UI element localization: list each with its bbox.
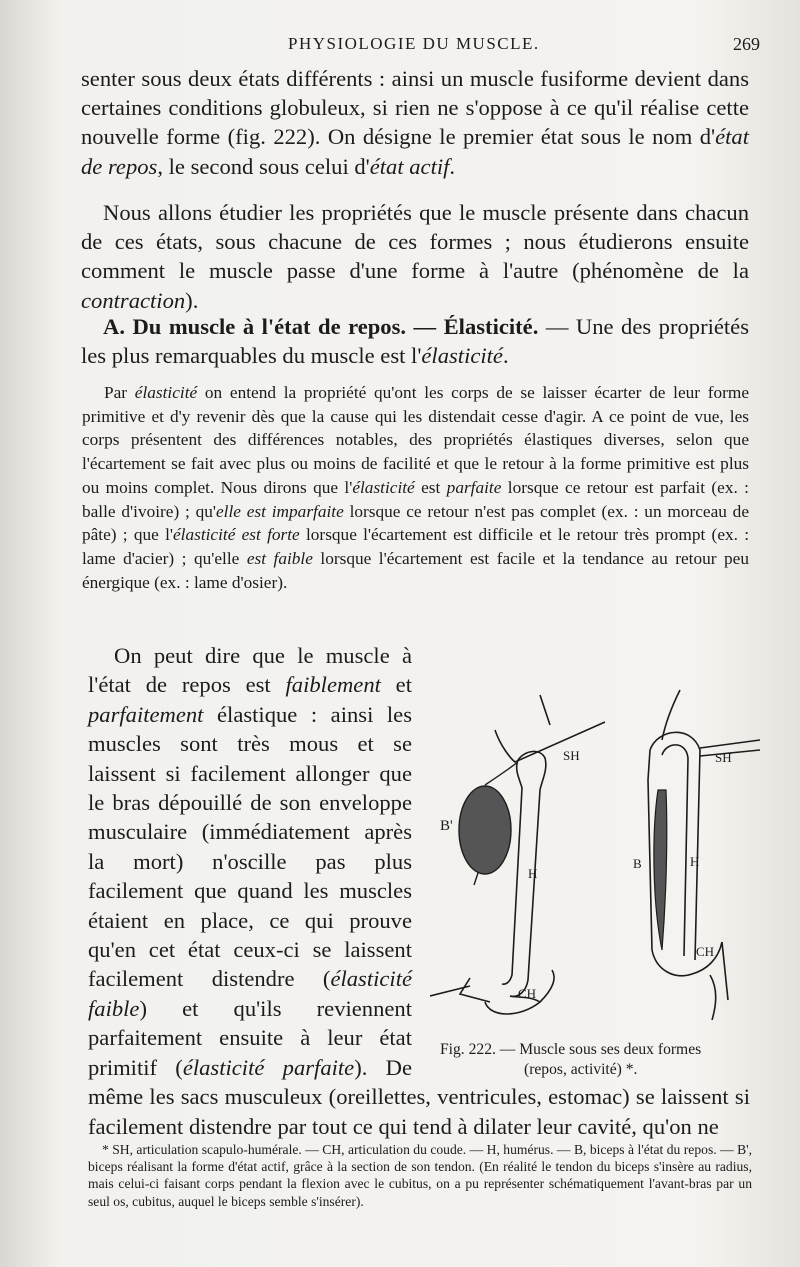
emphasis: élasticité [421,343,503,369]
scapula-line [540,695,550,725]
ulna-left [540,970,554,1002]
running-title: PHYSIOLOGIE DU MUSCLE. [288,34,540,53]
emphasis: élasticité est forte [172,525,300,545]
label-ch-left: CH [518,986,537,1001]
text-run: Par [104,383,135,402]
page-number: 269 [733,34,760,54]
biceps-relaxed-shape [654,790,667,950]
caption-line-1: Fig. 222. — Muscle sous ses deux formes [440,1041,702,1058]
text-run: senter sous deux états différents : ainsi un muscle fusiforme devient dans certaines conditions globuleux, si rien ne s'oppose à ce qu'il réalise cette nouvelle forme (fig. 222). On désigne le premier état sous le nom d' [81,66,749,150]
humerus-right-back [648,750,652,950]
text-run: et [380,672,412,698]
emphasis: contraction [81,287,186,313]
label-b-right: B [633,856,642,871]
text-run: ). De même les sacs musculeux (oreillettes, ventricules, estomac) se laissent si facilement distendre par tout ce qui tend à dilater leur cavité, qu'on ne [88,1054,750,1139]
text-run: On peut dire que le muscle à l'état de repos est [88,643,412,698]
emphasis: parfaite [446,477,502,497]
figure-222-muscle-diagram [430,680,760,1020]
emphasis: parfaitement [88,701,204,727]
emphasis: élasticité parfaite [182,1054,355,1080]
label-b-prime: B' [440,818,453,834]
text-run: ). [185,287,199,313]
text-run: élastique : ainsi les muscles sont très mous et se laissent si facilement allonger que le bras dépouillé de son enveloppe musculaire (immédiatement après la mort) n'oscille pas plus facilement que quand les muscles étaient en place, ce qui prouve qu'en cet état ceux-ci se laissent facilement distendre ( [88,701,412,992]
paragraph-study-plan [81,198,749,315]
label-sh-right: SH [715,750,732,765]
text-run: , le second sous celui d' [157,153,370,179]
text-run: . [502,343,509,369]
text-run: est [414,477,447,497]
humerus-left-inner [502,760,522,984]
label-h-right: H [690,854,700,869]
text-run: Nous allons étudier les propriétés que le muscle présente dans chacun de ces états, sous chacune de ces formes ; nous étudierons ensuite comment le muscle passe d'une forme à l'autre (phénomène de la [81,200,749,284]
ulna-right [710,975,716,1020]
emphasis: elle est imparfaite [216,501,344,521]
forearm-stub [460,978,490,1002]
text-run: . [449,153,456,179]
emphasis: est faible [246,548,313,568]
text-run: ) et qu'ils reviennent parfaitement ensuite à leur état primitif ( [88,995,412,1080]
label-sh-left: SH [563,748,580,763]
caption-line-2: (repos, activité) *. [524,1061,638,1078]
emphasis: élasticité faible [88,966,412,1021]
emphasis: élasticité [352,477,415,497]
text-run: — Une des propriétés les plus remarquables du muscle est l' [81,314,749,369]
biceps-tendon-cut [474,873,478,885]
scapula-outline [495,722,605,762]
section-heading: A. Du muscle à l'état de repos. — Élasticité. [103,314,539,339]
paragraph-states [81,64,749,181]
emphasis: faiblement [285,672,381,698]
emphasis: état de repos [81,124,749,179]
text-run: lorsque l'écartement est facile et la tendance au retour peu énergique (ex. : lame d'osier). [82,548,749,592]
section-heading-paragraph [81,312,749,370]
figure-caption [440,1040,760,1080]
text-run: lorsque l'écartement est difficile et le retour très prompt (ex. : lame d'acier) ; qu'elle [82,525,750,568]
biceps-tendon-left [485,762,518,785]
right-acromion-line [700,740,760,748]
text-run: on entend la propriété qu'ont les corps de se laisser écarter de leur forme primitive et d'y revenir dès que la cause qui les distendait cesse d'agir. A ce point de vue, les corps présentent des différences notables, des propriétés élastiques diverses, selon que l'écartement se fait avec plus ou moins de facilité et que le retour à la forme primitive est plus ou moins complet. Nous dirons que l' [82,383,749,497]
paragraph-elasticity-definition [82,381,749,594]
page-header [90,34,768,58]
emphasis: élasticité [134,383,198,402]
biceps-contracted-shape [459,786,511,874]
text-run: lorsque ce retour n'est pas complet (ex. : un morceau de pâte) ; que l' [82,501,749,545]
emphasis: état actif [369,153,450,179]
footnote: * SH, articulation scapulo-humérale. — CH, articulation du coude. — H, humérus. — B, biceps à l'état du repos. — B', biceps réalisant la forme d'état actif, grâce à la section de son tendon. (En réalité le tendon du biceps s'insère au radius, mais celui-ci faisant corps pendant la flexion avec le cubitus, on a pu représenter schématiquement l'avant-bras par un seul os, cubitus, auquel le biceps semble s'insérer). [88,1142,752,1209]
text-run: lorsque ce retour est parfait (ex. : balle d'ivoire) ; qu' [82,477,749,521]
label-h-left: H [528,866,538,881]
left-arm-illustration [430,695,605,1014]
forearm-right [722,942,728,1000]
label-ch-right: CH [696,944,715,959]
